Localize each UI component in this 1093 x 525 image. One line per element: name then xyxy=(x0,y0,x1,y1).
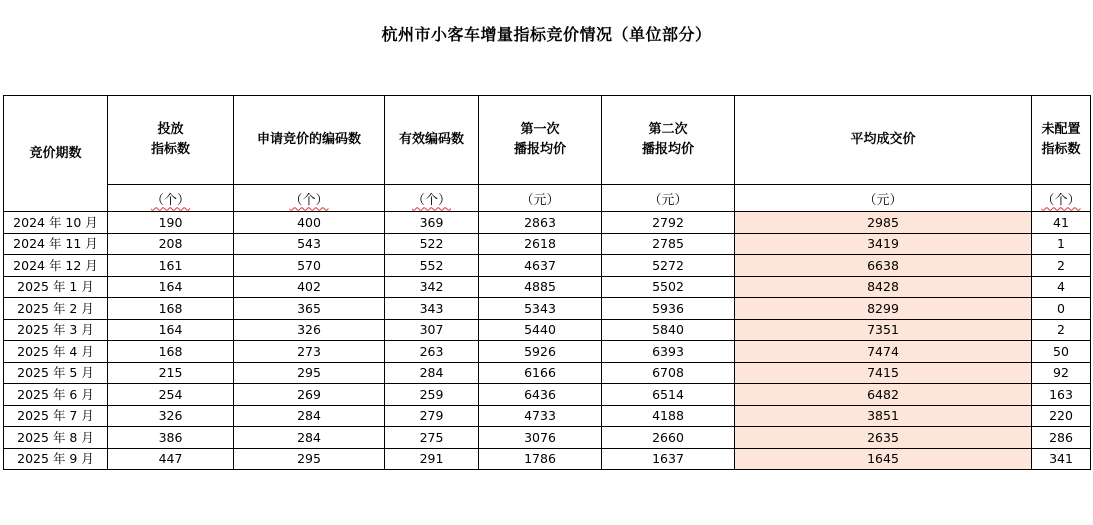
cell-valid: 279 xyxy=(385,405,479,427)
table-row xyxy=(4,427,1091,449)
table-row xyxy=(4,276,1091,298)
unit-quota: （个） xyxy=(108,185,234,212)
cell-first-price: 5926 xyxy=(479,341,602,363)
table-row xyxy=(4,341,1091,363)
cell-applications: 273 xyxy=(234,341,385,363)
cell-second-price: 6514 xyxy=(602,384,735,406)
cell-second-price: 6393 xyxy=(602,341,735,363)
cell-unallocated: 163 xyxy=(1032,384,1091,406)
cell-second-price: 2785 xyxy=(602,233,735,255)
cell-period: 2025 年 5 月 xyxy=(4,362,108,384)
cell-valid: 259 xyxy=(385,384,479,406)
table-title: 杭州市小客车增量指标竞价情况（单位部分） xyxy=(381,25,712,44)
cell-period: 2025 年 8 月 xyxy=(4,427,108,449)
cell-quota: 168 xyxy=(108,298,234,320)
cell-unallocated: 92 xyxy=(1032,362,1091,384)
cell-unallocated: 220 xyxy=(1032,405,1091,427)
header-unallocated: 未配置 指标数 xyxy=(1032,96,1091,185)
unit-applications: （个） xyxy=(234,185,385,212)
unit-avg-price: （元） xyxy=(735,185,1032,212)
cell-unallocated: 286 xyxy=(1032,427,1091,449)
cell-valid: 342 xyxy=(385,276,479,298)
cell-first-price: 4885 xyxy=(479,276,602,298)
cell-applications: 269 xyxy=(234,384,385,406)
cell-avg-price: 7474 xyxy=(735,341,1032,363)
table-row xyxy=(4,298,1091,320)
cell-applications: 402 xyxy=(234,276,385,298)
cell-first-price: 2618 xyxy=(479,233,602,255)
header-period: 竞价期数 xyxy=(4,96,108,212)
table-row xyxy=(4,362,1091,384)
table-row xyxy=(4,384,1091,406)
cell-second-price: 5936 xyxy=(602,298,735,320)
table-row xyxy=(4,233,1091,255)
cell-avg-price: 6638 xyxy=(735,255,1032,277)
cell-first-price: 4637 xyxy=(479,255,602,277)
cell-unallocated: 1 xyxy=(1032,233,1091,255)
cell-valid: 275 xyxy=(385,427,479,449)
table-row xyxy=(4,448,1091,470)
bidding-table xyxy=(3,95,1091,470)
cell-avg-price: 3851 xyxy=(735,405,1032,427)
cell-avg-price: 8299 xyxy=(735,298,1032,320)
cell-period: 2025 年 4 月 xyxy=(4,341,108,363)
cell-first-price: 5343 xyxy=(479,298,602,320)
cell-quota: 254 xyxy=(108,384,234,406)
cell-avg-price: 7351 xyxy=(735,319,1032,341)
cell-quota: 164 xyxy=(108,276,234,298)
cell-period: 2025 年 9 月 xyxy=(4,448,108,470)
cell-applications: 284 xyxy=(234,427,385,449)
cell-quota: 215 xyxy=(108,362,234,384)
cell-period: 2025 年 3 月 xyxy=(4,319,108,341)
cell-quota: 161 xyxy=(108,255,234,277)
cell-quota: 386 xyxy=(108,427,234,449)
cell-quota: 190 xyxy=(108,212,234,234)
cell-unallocated: 41 xyxy=(1032,212,1091,234)
cell-unallocated: 50 xyxy=(1032,341,1091,363)
cell-quota: 164 xyxy=(108,319,234,341)
cell-period: 2024 年 11 月 xyxy=(4,233,108,255)
cell-quota: 447 xyxy=(108,448,234,470)
cell-applications: 365 xyxy=(234,298,385,320)
cell-period: 2025 年 7 月 xyxy=(4,405,108,427)
cell-avg-price: 7415 xyxy=(735,362,1032,384)
cell-applications: 284 xyxy=(234,405,385,427)
cell-first-price: 1786 xyxy=(479,448,602,470)
cell-avg-price: 6482 xyxy=(735,384,1032,406)
cell-first-price: 2863 xyxy=(479,212,602,234)
cell-first-price: 5440 xyxy=(479,319,602,341)
cell-unallocated: 0 xyxy=(1032,298,1091,320)
cell-valid: 552 xyxy=(385,255,479,277)
cell-second-price: 5272 xyxy=(602,255,735,277)
cell-avg-price: 2985 xyxy=(735,212,1032,234)
cell-period: 2025 年 6 月 xyxy=(4,384,108,406)
cell-second-price: 6708 xyxy=(602,362,735,384)
cell-second-price: 5502 xyxy=(602,276,735,298)
cell-quota: 168 xyxy=(108,341,234,363)
cell-second-price: 1637 xyxy=(602,448,735,470)
cell-avg-price: 8428 xyxy=(735,276,1032,298)
cell-applications: 295 xyxy=(234,362,385,384)
cell-valid: 263 xyxy=(385,341,479,363)
unit-unallocated: （个） xyxy=(1032,185,1091,212)
cell-period: 2024 年 12 月 xyxy=(4,255,108,277)
cell-valid: 284 xyxy=(385,362,479,384)
cell-applications: 295 xyxy=(234,448,385,470)
unit-second-price: （元） xyxy=(602,185,735,212)
table-row xyxy=(4,319,1091,341)
cell-second-price: 5840 xyxy=(602,319,735,341)
cell-second-price: 2792 xyxy=(602,212,735,234)
cell-unallocated: 2 xyxy=(1032,255,1091,277)
header-valid: 有效编码数 xyxy=(385,96,479,185)
cell-period: 2025 年 2 月 xyxy=(4,298,108,320)
cell-period: 2025 年 1 月 xyxy=(4,276,108,298)
table-row xyxy=(4,405,1091,427)
header-applications: 申请竞价的编码数 xyxy=(234,96,385,185)
cell-unallocated: 4 xyxy=(1032,276,1091,298)
cell-first-price: 3076 xyxy=(479,427,602,449)
cell-quota: 326 xyxy=(108,405,234,427)
cell-valid: 291 xyxy=(385,448,479,470)
cell-period: 2024 年 10 月 xyxy=(4,212,108,234)
table-row xyxy=(4,255,1091,277)
cell-applications: 570 xyxy=(234,255,385,277)
cell-valid: 369 xyxy=(385,212,479,234)
header-first-price: 第一次 播报均价 xyxy=(479,96,602,185)
cell-unallocated: 2 xyxy=(1032,319,1091,341)
cell-applications: 543 xyxy=(234,233,385,255)
header-second-price: 第二次 播报均价 xyxy=(602,96,735,185)
cell-avg-price: 2635 xyxy=(735,427,1032,449)
cell-second-price: 2660 xyxy=(602,427,735,449)
cell-quota: 208 xyxy=(108,233,234,255)
unit-row xyxy=(4,185,1091,212)
cell-unallocated: 341 xyxy=(1032,448,1091,470)
cell-first-price: 4733 xyxy=(479,405,602,427)
cell-first-price: 6166 xyxy=(479,362,602,384)
cell-applications: 400 xyxy=(234,212,385,234)
header-avg-price: 平均成交价 xyxy=(735,96,1032,185)
cell-applications: 326 xyxy=(234,319,385,341)
unit-valid: （个） xyxy=(385,185,479,212)
unit-first-price: （元） xyxy=(479,185,602,212)
cell-valid: 343 xyxy=(385,298,479,320)
cell-valid: 522 xyxy=(385,233,479,255)
cell-second-price: 4188 xyxy=(602,405,735,427)
header-row xyxy=(4,96,1091,185)
cell-avg-price: 3419 xyxy=(735,233,1032,255)
table-row xyxy=(4,212,1091,234)
cell-first-price: 6436 xyxy=(479,384,602,406)
cell-avg-price: 1645 xyxy=(735,448,1032,470)
header-quota: 投放 指标数 xyxy=(108,96,234,185)
cell-valid: 307 xyxy=(385,319,479,341)
